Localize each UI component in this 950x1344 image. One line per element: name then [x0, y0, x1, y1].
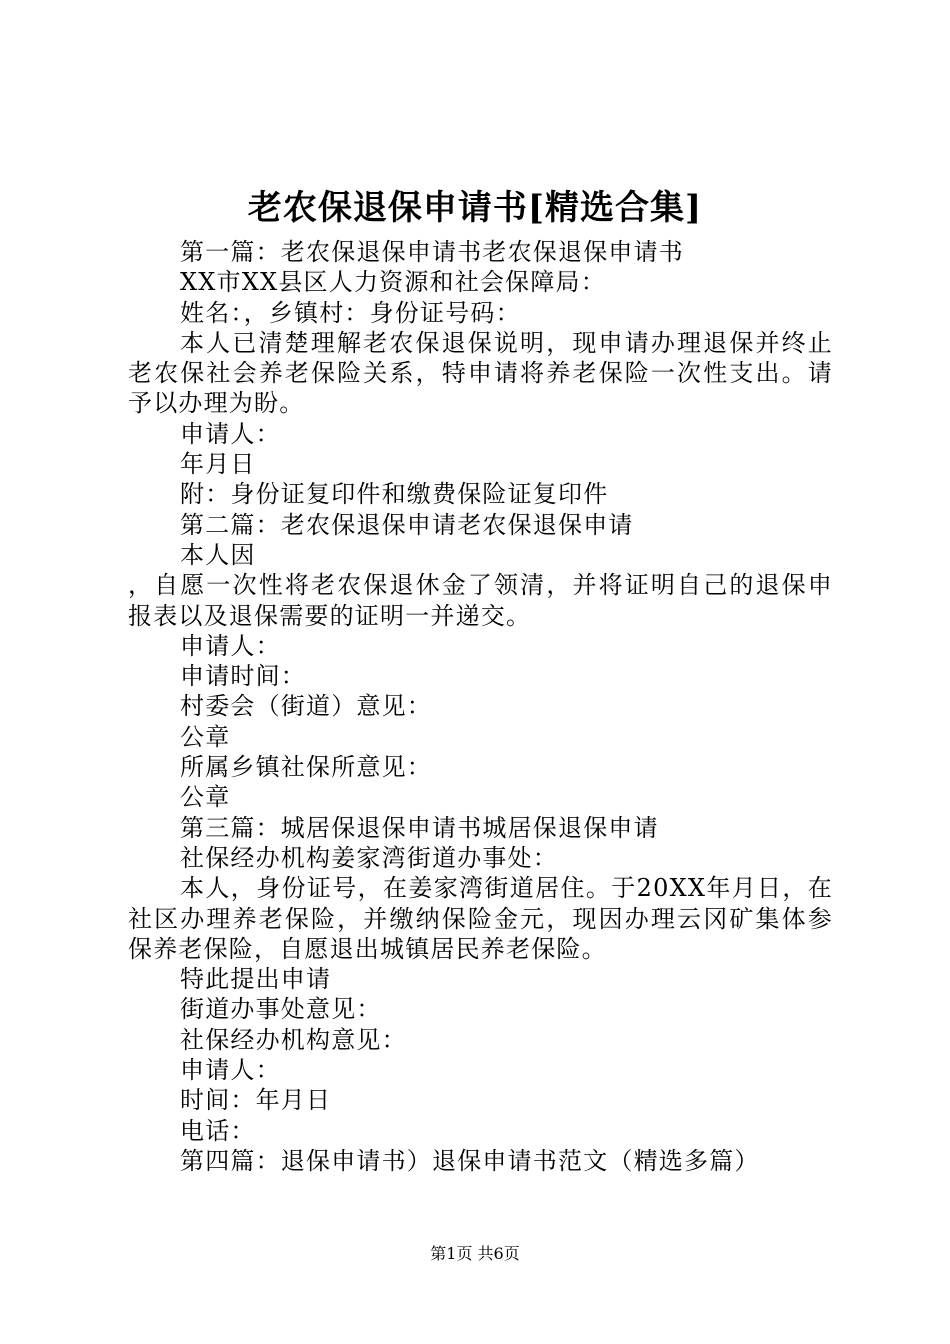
- seal-line: 公章: [180, 722, 231, 751]
- page-footer: 第1页 共6页: [430, 1244, 520, 1263]
- date-line: 年月日: [180, 450, 256, 479]
- body-paragraph: 本人，身份证号，在姜家湾街道居住。于20XX年月日，在社区办理养老保险，并缴纳保险金元，现因办理云冈矿集体参保养老保险，自愿退出城镇居民养老保险。: [128, 874, 833, 963]
- applicant-line: 申请人：: [180, 1056, 281, 1085]
- application-time-line: 申请时间：: [180, 662, 306, 691]
- section-heading-3: 第三篇：城居保退保申请书城居保退保申请: [180, 813, 659, 842]
- street-office-opinion-line: 街道办事处意见：: [180, 995, 382, 1024]
- phone-line: 电话：: [180, 1116, 256, 1145]
- body-paragraph: ，自愿一次性将老农保退休金了领清，并将证明自己的退保申报表以及退保需要的证明一并递交。: [128, 571, 833, 630]
- body-paragraph: 本人已清楚理解老农保退保说明，现申请办理退保并终止老农保社会养老保险关系，特申请将养老保险一次性支出。请予以办理为盼。: [128, 328, 833, 418]
- request-line: 特此提出申请: [180, 965, 332, 994]
- attachment-line: 附：身份证复印件和缴费保险证复印件: [180, 480, 609, 509]
- addressee: XX市XX县区人力资源和社会保障局：: [180, 268, 606, 297]
- township-opinion-line: 所属乡镇社保所意见：: [180, 753, 432, 782]
- document-title: 老农保退保申请书[精选合集]: [247, 188, 703, 228]
- applicant-line: 申请人：: [180, 419, 281, 448]
- section-heading-1: 第一篇：老农保退保申请书老农保退保申请书: [180, 238, 684, 266]
- section-heading-2: 第二篇：老农保退保申请老农保退保申请: [180, 510, 634, 539]
- time-line: 时间：年月日: [180, 1086, 332, 1115]
- reason-line: 本人因: [180, 540, 256, 569]
- agency-opinion-line: 社保经办机构意见：: [180, 1025, 407, 1054]
- applicant-info-line: 姓名：，乡镇村：身份证号码：: [180, 298, 521, 327]
- addressee: 社保经办机构姜家湾街道办事处：: [180, 843, 558, 872]
- seal-line: 公章: [180, 783, 231, 812]
- section-heading-4: 第四篇：退保申请书）退保申请书范文（精选多篇）: [180, 1146, 760, 1175]
- applicant-line: 申请人：: [180, 631, 281, 660]
- document-body: [128, 237, 833, 1176]
- village-opinion-line: 村委会（街道）意见：: [180, 692, 432, 721]
